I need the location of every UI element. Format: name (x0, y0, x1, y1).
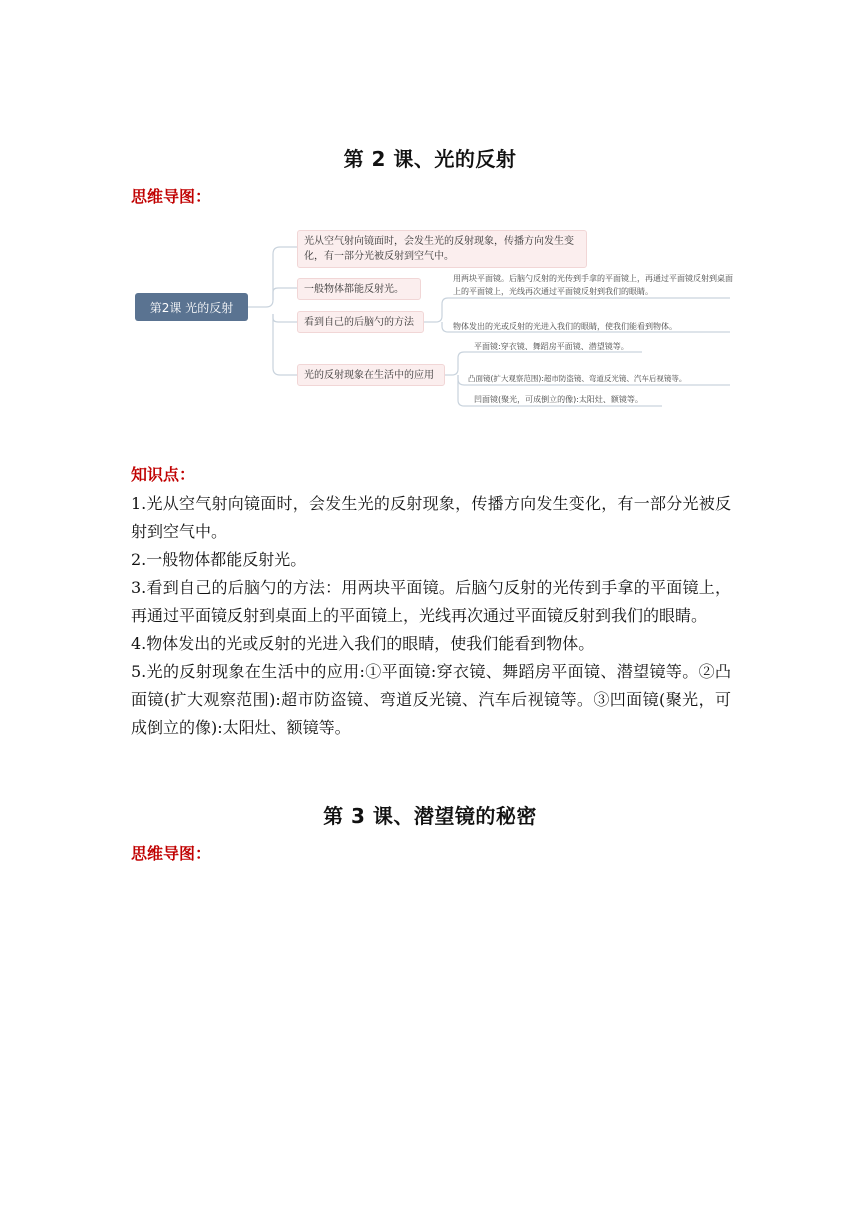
knowledge-point-2: 2.一般物体都能反射光。 (131, 550, 307, 569)
lesson3-mindmap-heading: 思维导图： (131, 844, 212, 863)
mindmap (130, 222, 740, 418)
knowledge-heading: 知识点： (131, 465, 196, 484)
lesson2-mindmap-heading: 思维导图： (131, 187, 212, 206)
mindmap-leaf-3-1: 用两块平面镜。后脑勺反射的光传到手拿的平面镜上，再通过平面镜反射到桌面上的平面镜上，光线再次通过平面镜反射到我们的眼睛。 (453, 274, 733, 296)
lesson2-title: 第 2 课、光的反射 (343, 147, 517, 171)
mindmap-branch-3: 看到自己的后脑勺的方法 (297, 311, 424, 333)
mindmap-branch-2: 一般物体都能反射光。 (297, 278, 421, 300)
mindmap-leaf-4-1: 平面镜:穿衣镜、舞蹈房平面镜、潜望镜等。 (474, 342, 629, 351)
knowledge-point-1: 1.光从空气射向镜面时，会发生光的反射现象，传播方向发生变化，有一部分光被反射到空气中。 (131, 494, 731, 541)
mindmap-leaf-4-2: 凸面镜(扩大观察范围):超市防盗镜、弯道反光镜、汽车后视镜等。 (468, 374, 687, 383)
mindmap-root: 第2课 光的反射 (135, 293, 248, 321)
mindmap-branch-1: 光从空气射向镜面时，会发生光的反射现象，传播方向发生变化，有一部分光被反射到空气中。 (297, 230, 587, 268)
mindmap-branch-4: 光的反射现象在生活中的应用 (297, 364, 445, 386)
knowledge-points (131, 490, 731, 742)
lesson3-title: 第 3 课、潜望镜的秘密 (323, 804, 537, 828)
knowledge-point-4: 4.物体发出的光或反射的光进入我们的眼睛，使我们能看到物体。 (131, 634, 595, 653)
knowledge-point-3: 3.看到自己的后脑勺的方法：用两块平面镜。后脑勺反射的光传到手拿的平面镜上，再通过平面镜反射到桌面上的平面镜上，光线再次通过平面镜反射到我们的眼睛。 (131, 578, 731, 625)
mindmap-leaf-3-2: 物体发出的光或反射的光进入我们的眼睛，使我们能看到物体。 (453, 322, 677, 331)
knowledge-point-5: 5.光的反射现象在生活中的应用:①平面镜:穿衣镜、舞蹈房平面镜、潜望镜等。②凸面镜(扩大观察范围):超市防盗镜、弯道反光镜、汽车后视镜等。③凹面镜(聚光，可成倒立的像):太阳灶、额镜等。 (131, 662, 731, 737)
mindmap-leaf-4-3: 凹面镜(聚光，可成倒立的像):太阳灶、额镜等。 (474, 395, 643, 404)
